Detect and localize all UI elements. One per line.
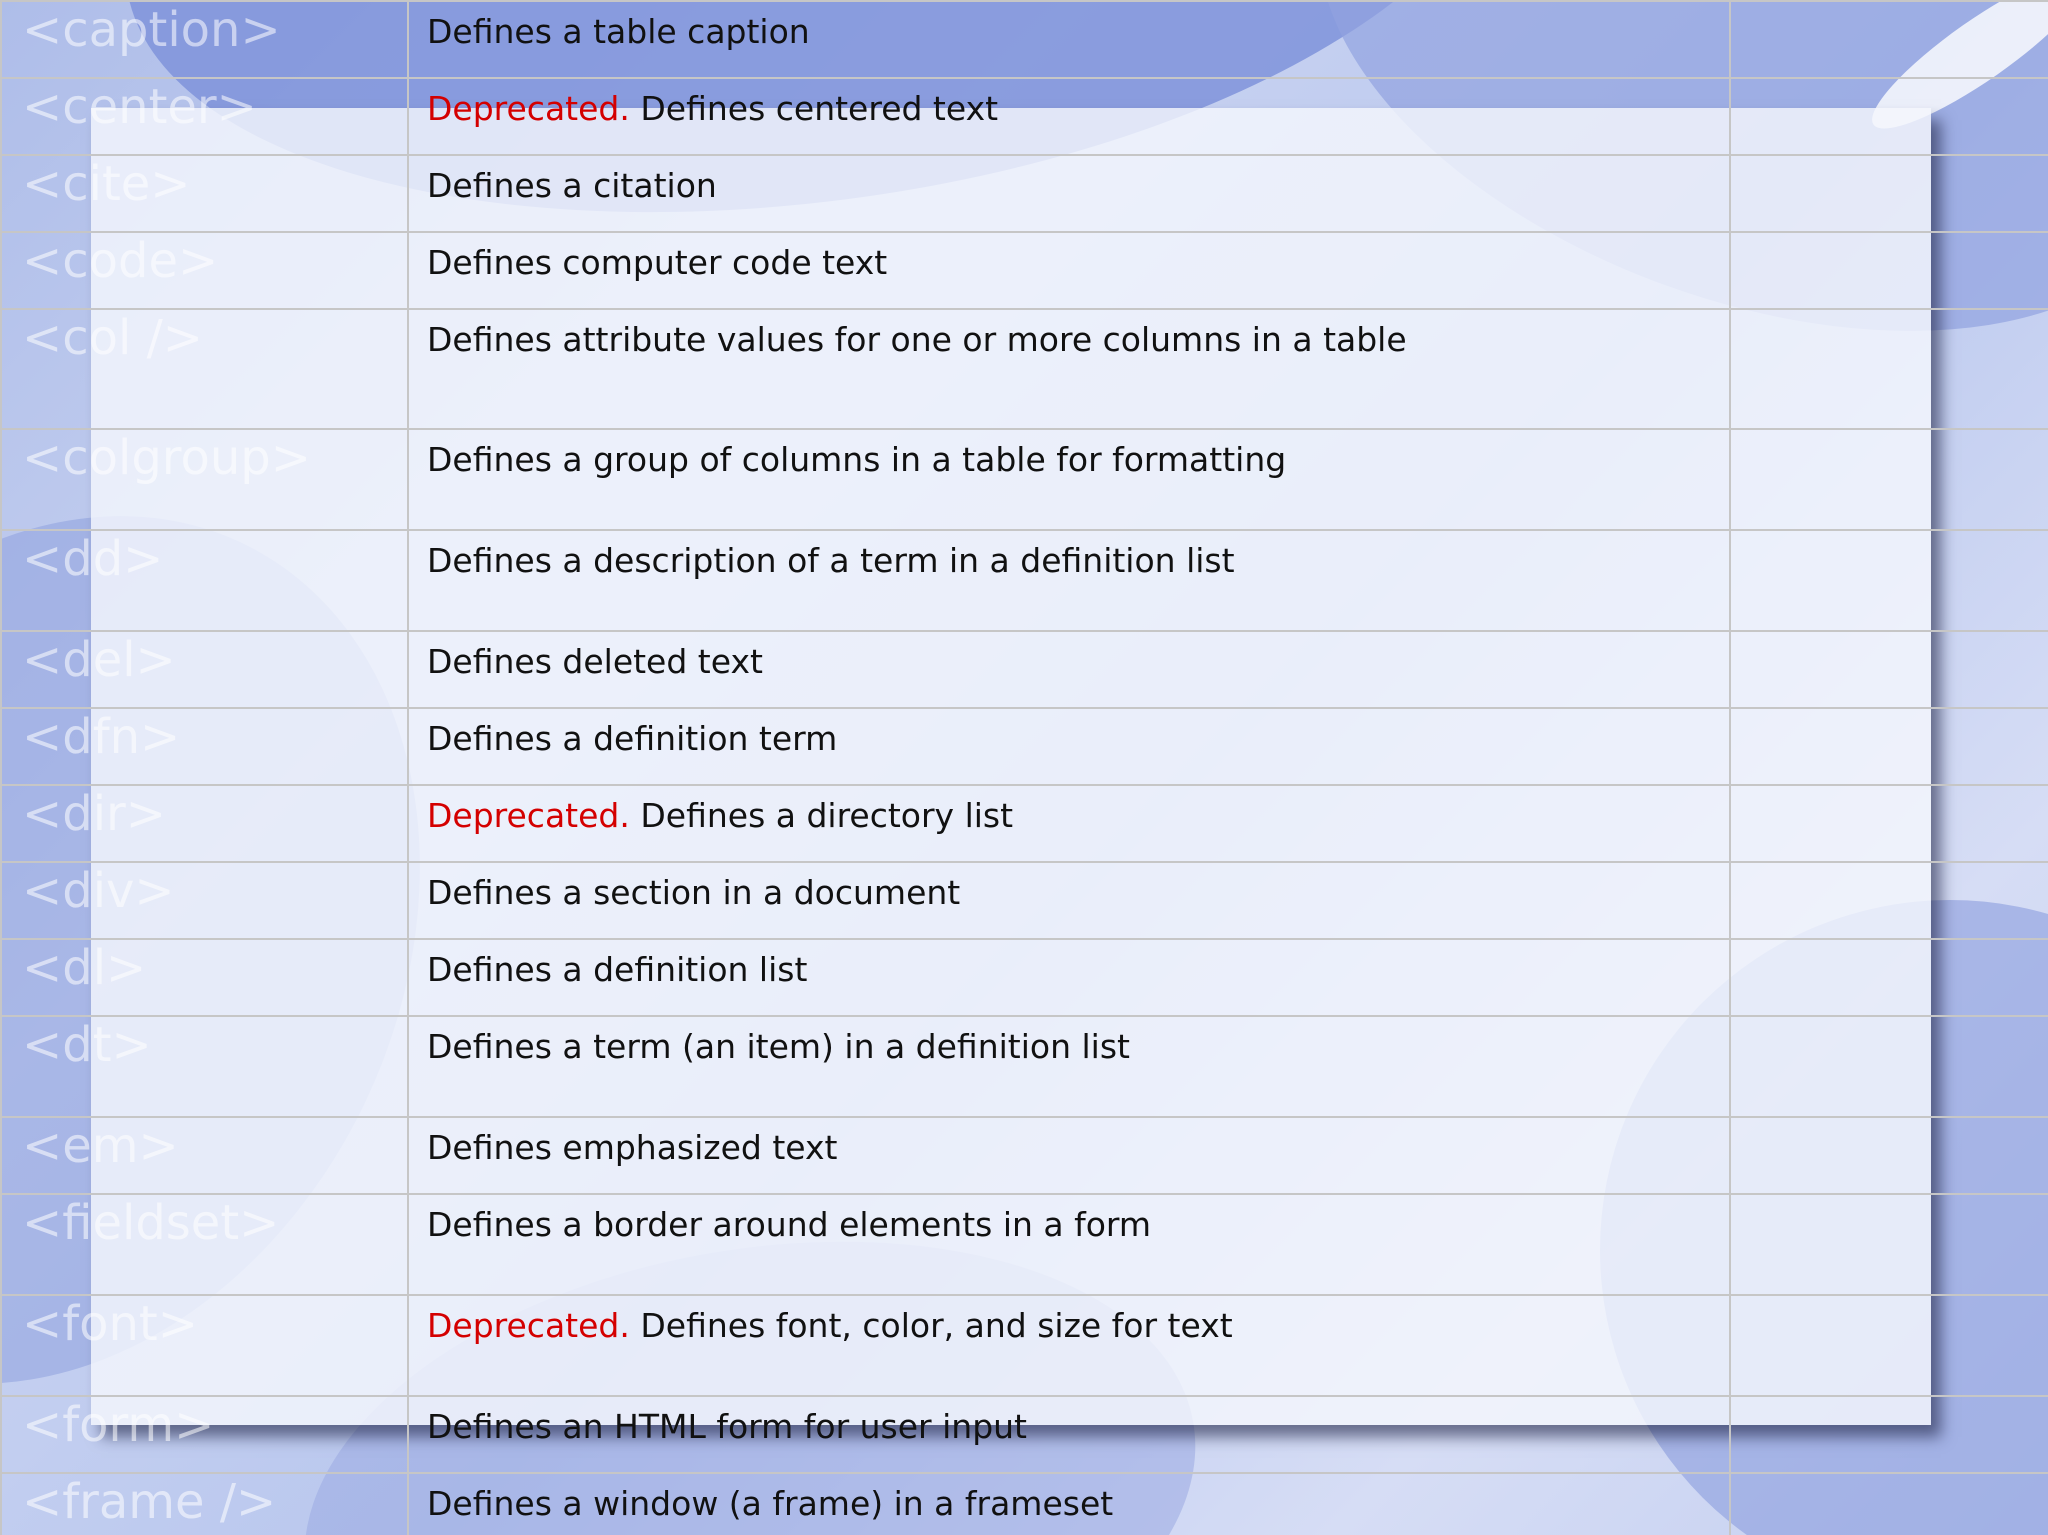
tag-cell <box>1 631 408 708</box>
empty-cell <box>1730 708 2048 785</box>
tag-name: <dd> <box>22 531 164 587</box>
description-text: Defines centered text <box>629 89 999 128</box>
table-row <box>1 78 2048 155</box>
description-text: Defines deleted text <box>427 642 763 681</box>
empty-cell <box>1730 862 2048 939</box>
empty-cell <box>1730 1295 2048 1396</box>
empty-cell <box>1730 155 2048 232</box>
tag-cell <box>1 708 408 785</box>
empty-cell <box>1730 232 2048 309</box>
empty-cell <box>1730 1 2048 78</box>
description-text: Defines emphasized text <box>427 1128 838 1167</box>
table-row <box>1 429 2048 530</box>
tag-cell <box>1 785 408 862</box>
description-cell <box>408 155 1730 232</box>
tag-name: <col /> <box>22 310 203 366</box>
description-text: Defines a directory list <box>629 796 1014 835</box>
tag-name: <caption> <box>22 2 281 58</box>
deprecated-label: Deprecated. <box>427 1306 630 1345</box>
tag-cell <box>1 862 408 939</box>
empty-cell <box>1730 1396 2048 1473</box>
description-cell <box>408 1295 1730 1396</box>
description-text: Defines a section in a document <box>427 873 961 912</box>
description-text: Defines a term (an item) in a definition list <box>427 1027 1130 1066</box>
tag-cell <box>1 1117 408 1194</box>
table-row <box>1 631 2048 708</box>
tag-cell <box>1 232 408 309</box>
table-row <box>1 530 2048 631</box>
description-cell <box>408 939 1730 1016</box>
empty-cell <box>1730 429 2048 530</box>
table-row <box>1 862 2048 939</box>
tag-name: <font> <box>22 1296 198 1352</box>
description-cell <box>408 78 1730 155</box>
table-row <box>1 232 2048 309</box>
description-cell <box>408 1396 1730 1473</box>
empty-cell <box>1730 785 2048 862</box>
description-cell <box>408 1194 1730 1295</box>
empty-cell <box>1730 309 2048 429</box>
tag-name: <dir> <box>22 786 166 842</box>
tag-cell <box>1 530 408 631</box>
tag-cell <box>1 939 408 1016</box>
description-cell <box>408 862 1730 939</box>
tag-name: <center> <box>22 79 257 135</box>
description-cell <box>408 631 1730 708</box>
tag-cell <box>1 309 408 429</box>
tag-cell <box>1 1396 408 1473</box>
description-text: Defines attribute values for one or more columns in a table <box>427 320 1407 359</box>
empty-cell <box>1730 1473 2048 1535</box>
tag-name: <del> <box>22 632 176 688</box>
description-text: Defines a table caption <box>427 12 810 51</box>
description-cell <box>408 1117 1730 1194</box>
tag-cell <box>1 1 408 78</box>
description-text: Defines a citation <box>427 166 717 205</box>
tag-cell <box>1 1194 408 1295</box>
description-cell <box>408 232 1730 309</box>
tag-cell <box>1 78 408 155</box>
description-text: Defines a border around elements in a form <box>427 1205 1152 1244</box>
tag-name: <dfn> <box>22 709 181 765</box>
deprecated-label: Deprecated. <box>427 89 630 128</box>
description-text: Defines a definition term <box>427 719 838 758</box>
tag-name: <code> <box>22 233 219 289</box>
tag-name: <cite> <box>22 156 191 212</box>
tag-name: <dt> <box>22 1017 152 1073</box>
description-cell <box>408 785 1730 862</box>
table-row <box>1 939 2048 1016</box>
description-text: Defines a description of a term in a definition list <box>427 541 1235 580</box>
description-cell <box>408 1016 1730 1117</box>
tag-cell <box>1 1473 408 1535</box>
tag-name: <dl> <box>22 940 147 996</box>
table-row <box>1 309 2048 429</box>
table-row <box>1 155 2048 232</box>
empty-cell <box>1730 1194 2048 1295</box>
tag-name: <div> <box>22 863 175 919</box>
table-row <box>1 1117 2048 1194</box>
table-row <box>1 1473 2048 1535</box>
tag-name: <frame /> <box>22 1474 277 1530</box>
description-cell <box>408 708 1730 785</box>
empty-cell <box>1730 939 2048 1016</box>
table-row <box>1 708 2048 785</box>
tag-name: <form> <box>22 1397 215 1453</box>
description-cell <box>408 1473 1730 1535</box>
table-row <box>1 1396 2048 1473</box>
empty-cell <box>1730 1117 2048 1194</box>
tag-name: <em> <box>22 1118 179 1174</box>
tag-name: <colgroup> <box>22 430 311 486</box>
description-text: Defines an HTML form for user input <box>427 1407 1027 1446</box>
description-text: Defines font, color, and size for text <box>629 1306 1233 1345</box>
description-text: Defines a definition list <box>427 950 808 989</box>
tag-name: <fieldset> <box>22 1195 280 1251</box>
description-cell <box>408 309 1730 429</box>
tag-cell <box>1 429 408 530</box>
table-row <box>1 785 2048 862</box>
deprecated-label: Deprecated. <box>427 796 630 835</box>
table-row <box>1 1194 2048 1295</box>
empty-cell <box>1730 631 2048 708</box>
tag-cell <box>1 1295 408 1396</box>
empty-cell <box>1730 1016 2048 1117</box>
table-row <box>1 1295 2048 1396</box>
table-row <box>1 1016 2048 1117</box>
description-text: Defines a window (a frame) in a frameset <box>427 1484 1114 1523</box>
description-text: Defines computer code text <box>427 243 888 282</box>
description-text: Defines a group of columns in a table for formatting <box>427 440 1287 479</box>
table-row <box>1 1 2048 78</box>
empty-cell <box>1730 78 2048 155</box>
tag-cell <box>1 155 408 232</box>
description-cell <box>408 1 1730 78</box>
description-cell <box>408 429 1730 530</box>
description-cell <box>408 530 1730 631</box>
tag-cell <box>1 1016 408 1117</box>
empty-cell <box>1730 530 2048 631</box>
